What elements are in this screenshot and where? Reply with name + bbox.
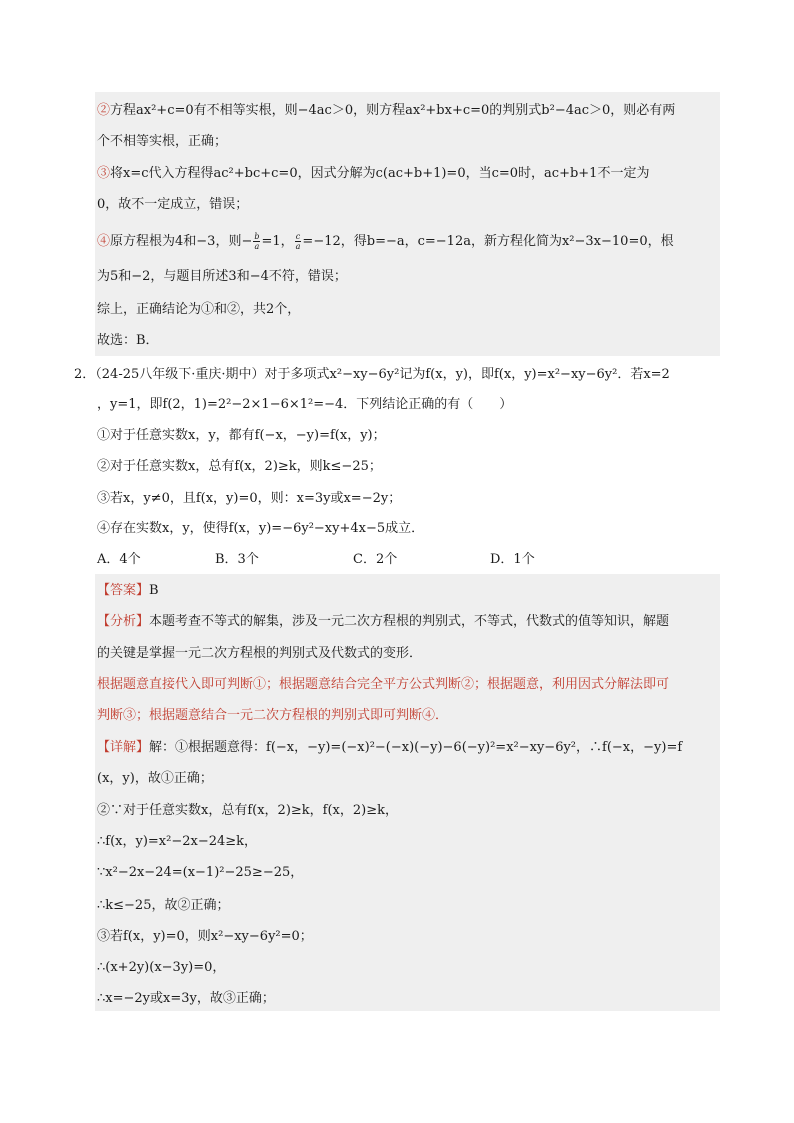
option-d: D．1个 xyxy=(490,552,535,567)
answer-line xyxy=(97,580,159,602)
question-number: 2． xyxy=(74,367,96,382)
analysis-label: 【分析】 xyxy=(97,614,150,629)
detail-line-1: 【详解】解：①根据题意得：f(−x，−y)=(−x)²−(−x)(−y)−6(−y)²=x²−xy−6y²，∴f(−x，−y)=f xyxy=(97,740,683,755)
fraction-c-over-a: $\frac{c}{a}$ xyxy=(295,232,301,251)
solution-line-7: 综上，正确结论为①和②，共2个， xyxy=(97,302,301,317)
option-b: B．3个 xyxy=(215,552,259,567)
detail-line-9: ∴x=−2y或x=3y，故③正确； xyxy=(97,991,275,1006)
detail-line-7: ③若f(x，y)=0，则x²−xy−6y²=0； xyxy=(97,929,313,944)
fraction-b-over-a: $\frac{b}{a}$ xyxy=(254,232,260,251)
statement-3: ③若x，y≠0，且f(x，y)=0，则：x=3y或x=−2y； xyxy=(97,491,402,506)
detail-line-2: (x，y)，故①正确； xyxy=(97,771,213,786)
marker-3: ③ xyxy=(97,166,111,181)
solution-line-8: 故选：B． xyxy=(97,333,159,348)
detail-line-4: ∴f(x，y)=x²−2x−24≥k， xyxy=(97,834,258,849)
detail-label: 【详解】 xyxy=(97,740,150,755)
statement-1: ①对于任意实数x，y，都有f(−x，−y)=f(x，y)； xyxy=(97,428,386,443)
analysis-line-3: 根据题意直接代入即可判断①；根据题意结合完全平方公式判断②；根据题意，利用因式分解法即可 xyxy=(97,677,670,692)
solution-line-4: 0，故不一定成立，错误； xyxy=(97,197,249,212)
solution-line-3: ③将x=c代入方程得ac²+bc+c=0，因式分解为c(ac+b+1)=0，当c=0时，ac+b+1不一定为 xyxy=(97,166,650,181)
answer-label: 【答案】 xyxy=(97,583,150,598)
marker-4: ④ xyxy=(97,234,111,249)
detail-line-5: ∵x²−2x−24=(x−1)²−25≥−25， xyxy=(97,865,304,880)
solution-line-1: ②方程ax²+c=0有不相等实根，则−4ac＞0，则方程ax²+bx+c=0的判别式b²−4ac＞0，则必有两 xyxy=(97,103,676,118)
solution-line-5: ④原方程根为4和−3，则− $\frac{b}{a}$ =1， $\frac{c}{a}$ =−12，得b=−a，c=−12a，新方程化简为x²−3x−10=0，根 xyxy=(97,232,674,251)
option-c: C．2个 xyxy=(353,552,398,567)
analysis-line-4: 判断③；根据题意结合一元二次方程根的判别式即可判断④． xyxy=(97,708,449,723)
marker-2: ② xyxy=(97,103,111,118)
statement-4: ④存在实数x，y，使得f(x，y)=−6y²−xy+4x−5成立． xyxy=(97,521,425,536)
detail-line-8: ∴(x+2y)(x−3y)=0， xyxy=(97,960,226,975)
analysis-line-1: 【分析】本题考查不等式的解集，涉及一元二次方程根的判别式，不等式，代数式的值等知识，解题 xyxy=(97,614,670,629)
solution-line-2: 个不相等实根，正确； xyxy=(97,134,228,149)
statement-2: ②对于任意实数x，总有f(x，2)≥k，则k≤−25； xyxy=(97,459,382,474)
solution-line-6: 为5和−2，与题目所述3和−4不符，错误； xyxy=(97,269,347,284)
answer-value: B xyxy=(149,583,159,598)
question-stem-line-2: ，y=1，即f(2，1)=2²−2×1−6×1²=−4．下列结论正确的有（ ） xyxy=(97,397,513,412)
option-a: A．4个 xyxy=(97,552,141,567)
detail-line-6: ∴k≤−25，故②正确； xyxy=(97,898,230,913)
analysis-line-2: 的关键是掌握一元二次方程根的判别式及代数式的变形． xyxy=(97,646,423,661)
question-stem-line-1: 2．（24-25八年级下·重庆·期中）对于多项式x²−xy−6y²记为f(x，y)，即f(x，y)=x²−xy−6y²．若x=2 xyxy=(74,367,670,382)
detail-line-3: ②∵对于任意实数x，总有f(x，2)≥k，f(x，2)≥k， xyxy=(97,803,398,818)
